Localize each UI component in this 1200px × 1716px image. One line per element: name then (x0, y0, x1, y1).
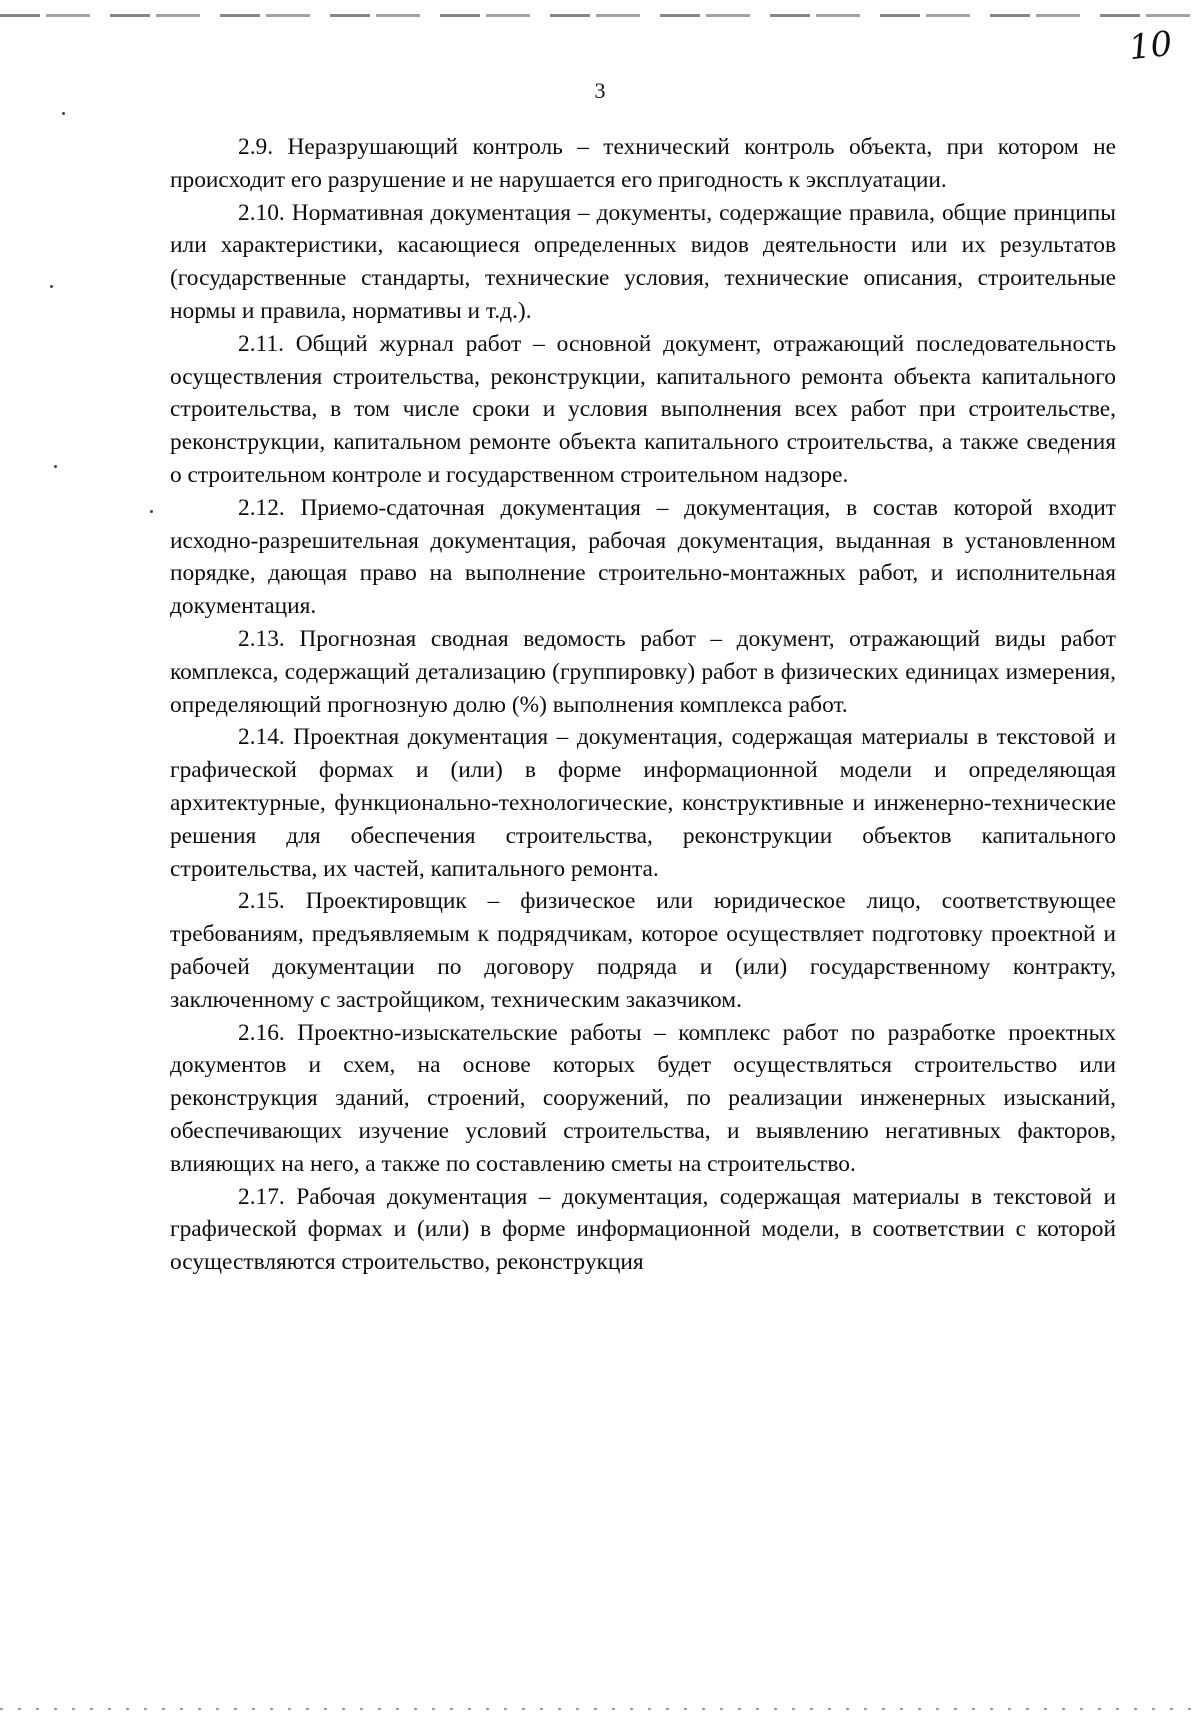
handwritten-sheet-number: 10 (1126, 23, 1174, 69)
paragraph-2-12: 2.12. Приемо-сдаточная документация – документация, в состав которой входит исходно-разрешительная документация, рабочая документация, выданная в установленном порядке, дающая право на выполнение строительно-монтажных работ, и исполнительная документация. (170, 494, 1116, 620)
page-number: 3 (594, 78, 606, 103)
document-body (170, 131, 1116, 1279)
paragraph-2-15: 2.15. Проектировщик – физическое или юридическое лицо, соответствующее требованиям, предъявляемым к подрядчикам, которое осуществляет подготовку проектной и рабочей документации по договору подряда и (или) государственному контракту, заключенному с застройщиком, техническим заказчиком. (170, 888, 1116, 1013)
scan-artifact-bottom (0, 1708, 1200, 1710)
paragraph-2-10: 2.10. Нормативная документация – документы, содержащие правила, общие принципы или характеристики, касающиеся определенных видов деятельности или их результатов (государственные стандарты, технические условия, технические описания, строительные нормы и правила, нормативы и т.д.). (170, 199, 1116, 324)
scan-speck (50, 285, 53, 288)
paragraph-2-13: 2.13. Прогнозная сводная ведомость работ – документ, отражающий виды работ комплекса, содержащий детализацию (группировку) работ в физических единицах измерения, определяющий прогнозную долю (%) выполнения комплекса работ. (170, 625, 1116, 718)
paragraph-2-9: 2.9. Неразрушающий контроль – технический контроль объекта, при котором не происходит его разрушение и не нарушается его пригодность к эксплуатации. (170, 134, 1116, 193)
paragraph-2-17: 2.17. Рабочая документация – документация, содержащая материалы в текстовой и графической формах и (или) в форме информационной модели, в соответствии с которой осуществляются строительство, реконструкция (170, 1183, 1116, 1276)
scan-speck (62, 112, 65, 115)
paragraph-2-16: 2.16. Проектно-изыскательские работы – комплекс работ по разработке проектных документов и схем, на основе которых будет осуществляться строительство или реконструкция зданий, строений, сооружений, по реализации инженерных изысканий, обеспечивающих изучение условий строительства, и выявлению негативных факторов, влияющих на него, а также по составлению сметы на строительство. (170, 1019, 1116, 1177)
paragraph-2-14: 2.14. Проектная документация – документация, содержащая материалы в текстовой и графической формах и (или) в форме информационной модели и определяющая архитектурные, функционально-технологические, конструктивные и инженерно-технические решения для обеспечения строительства, реконструкции объектов капитального строительства, их частей, капитального ремонта. (170, 724, 1116, 882)
scan-speck (150, 510, 153, 513)
scan-speck (54, 465, 57, 468)
paragraph-2-11: 2.11. Общий журнал работ – основной документ, отражающий последовательность осуществления строительства, реконструкции, капитального ремонта объекта капитального строительства, в том числе сроки и условия выполнения всех работ при строительстве, реконструкции, капитальном ремонте объекта капитального строительства, а также сведения о строительном контроле и государственном строительном надзоре. (170, 330, 1116, 488)
scan-artifact-top (0, 14, 1190, 17)
